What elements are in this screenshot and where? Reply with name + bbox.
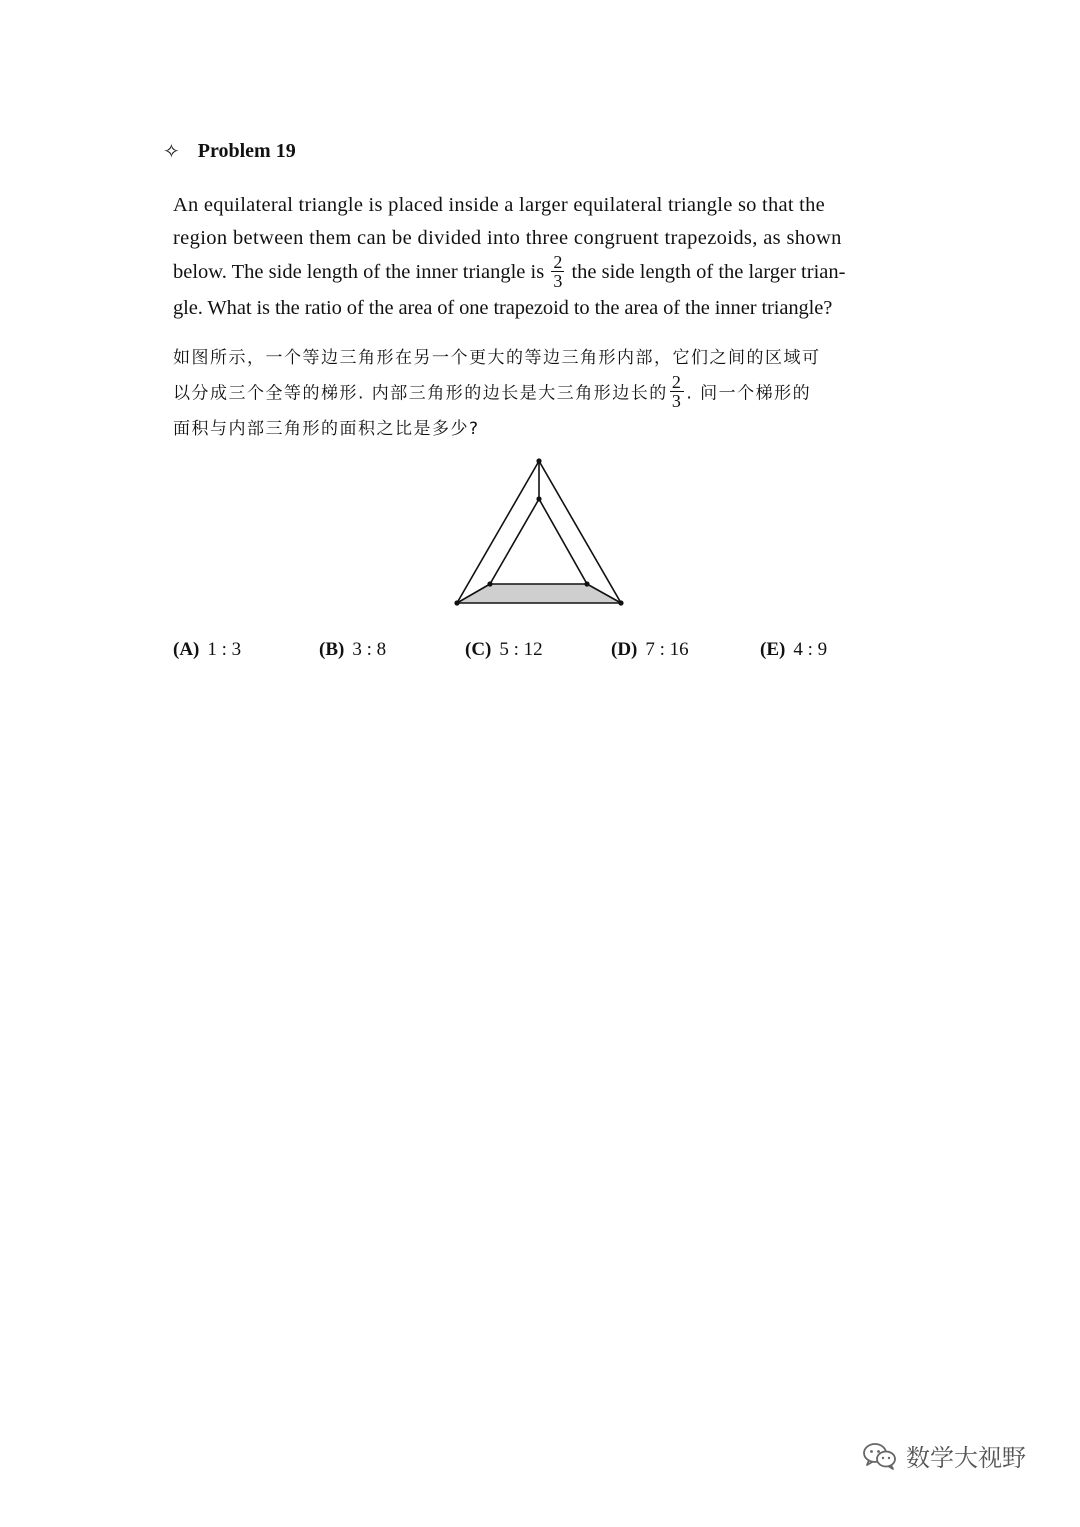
choice-value: 3 : 8 [352,639,387,660]
choice-a[interactable] [173,639,319,661]
choice-value: 4 : 9 [793,639,828,660]
chinese-fraction [670,373,685,410]
shaded-trapezoid [457,584,621,603]
answer-choices [173,639,827,661]
vertex-dot [618,600,623,605]
problem-title: Problem 19 [197,140,296,162]
choice-b[interactable] [319,639,465,661]
choice-letter: (D) [611,639,638,660]
vertex-dot [536,458,541,463]
english-problem-text [173,189,907,325]
fraction-numerator: 2 [553,252,563,272]
choice-letter: (E) [760,639,786,660]
english-fraction [551,253,564,290]
choice-value: 7 : 16 [645,639,689,660]
triangle-figure [440,450,640,620]
wechat-icon [862,1442,898,1470]
problem-heading [163,139,296,164]
choice-d[interactable] [611,639,760,661]
chinese-line-2-after: . 问一个梯形的 [686,383,812,404]
chinese-line-2-before: 以分成三个全等的梯形. 内部三角形的边长是大三角形边长的 [173,383,668,404]
choice-letter: (C) [465,639,492,660]
choice-c[interactable] [465,639,611,661]
choice-value: 5 : 12 [499,639,543,660]
choice-value: 1 : 3 [207,639,242,660]
choice-letter: (A) [173,639,200,660]
vertex-dot [454,600,459,605]
sparkle-icon: ✧ [163,141,180,163]
choice-e[interactable] [760,639,827,661]
english-line-3-after: the side length of the larger trian- [571,261,846,284]
english-line-3 [173,252,907,292]
chinese-line-1: 如图所示，一个等边三角形在另一个更大的等边三角形内部，它们之间的区域可 [173,348,821,368]
fraction-denominator: 3 [671,391,683,411]
vertex-dot [536,496,541,501]
watermark-text: 数学大视野 [906,1444,1026,1472]
watermark [862,1438,1026,1473]
fraction-denominator: 3 [553,271,563,291]
english-line-3-before: below. The side length of the inner triangle is [173,261,545,284]
english-line-2: region between them can be divided into three congruent trapezoids, as shown [173,227,842,249]
english-line-1: An equilateral triangle is placed inside a larger equilateral triangle so that the [173,194,825,216]
chinese-line-3: 面积与内部三角形的面积之比是多少? [173,419,480,439]
fraction-numerator: 2 [671,372,683,392]
chinese-line-2 [173,372,913,412]
inner-triangle [490,499,587,584]
vertex-dot [584,581,589,586]
vertex-dot [487,581,492,586]
choice-letter: (B) [319,639,345,660]
english-line-4: gle. What is the ratio of the area of one trapezoid to the area of the inner triangle? [173,297,833,319]
chinese-problem-text [173,341,913,446]
